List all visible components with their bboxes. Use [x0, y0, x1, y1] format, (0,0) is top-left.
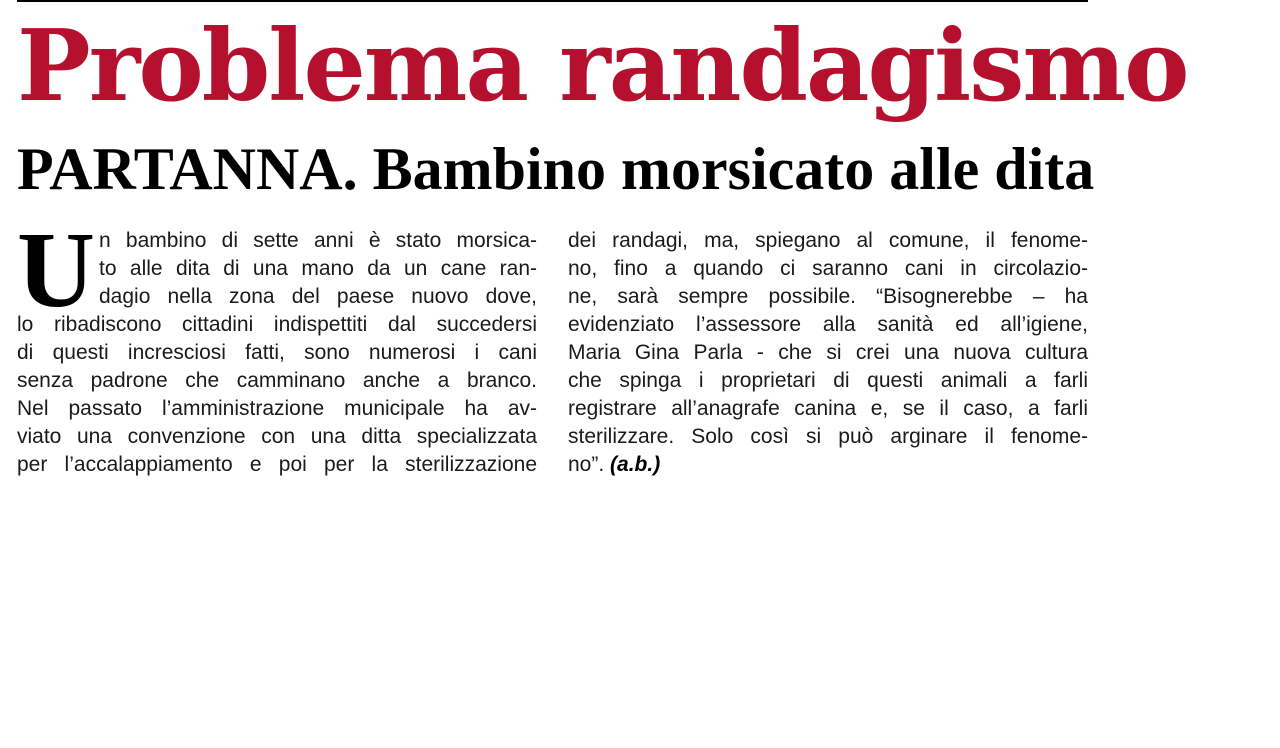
article-line: n bambino di sette anni è stato morsica-	[99, 229, 537, 252]
top-rule	[17, 0, 1088, 2]
drop-cap: U	[17, 211, 95, 330]
article-line: to alle dita di una mano da un cane ran-	[99, 257, 537, 280]
headline: Problema randagismo	[17, 9, 1188, 124]
subheadline: PARTANNA. Bambino morsicato alle dita	[17, 136, 1095, 202]
article-last-line	[568, 451, 1088, 479]
article-line: che spinga i proprietari di questi animali a farli	[568, 369, 1088, 392]
article-line: Maria Gina Parla - che si crei una nuova cultura	[568, 341, 1088, 364]
article-line: dagio nella zona del paese nuovo dove,	[99, 285, 537, 308]
article-line: dei randagi, ma, spiegano al comune, il fenome-	[568, 229, 1088, 252]
article-line: sterilizzare. Solo così si può arginare il fenome-	[568, 425, 1088, 448]
byline: (a.b.)	[610, 453, 661, 476]
article-line: senza padrone che camminano anche a branco.	[17, 369, 537, 392]
article-line: evidenziato l’assessore alla sanità ed all’igiene,	[568, 313, 1088, 336]
article-line: per l’accalappiamento e poi per la sterilizzazione	[17, 453, 537, 476]
article-column-right	[568, 227, 1088, 479]
article-line: Nel passato l’amministrazione municipale ha av-	[17, 397, 537, 420]
article-line: no”.	[568, 453, 605, 476]
article-line: lo ribadiscono cittadini indispettiti dal succedersi	[17, 313, 537, 336]
article-line: ne, sarà sempre possibile. “Bisognerebbe – ha	[568, 285, 1088, 308]
article-line: registrare all’anagrafe canina e, se il caso, a farli	[568, 397, 1088, 420]
article-line: di questi incresciosi fatti, sono numerosi i cani	[17, 341, 537, 364]
article-column-left	[17, 211, 537, 479]
article-line: no, fino a quando ci saranno cani in circolazio-	[568, 257, 1088, 280]
article-line: viato una convenzione con una ditta specializzata	[17, 425, 537, 448]
